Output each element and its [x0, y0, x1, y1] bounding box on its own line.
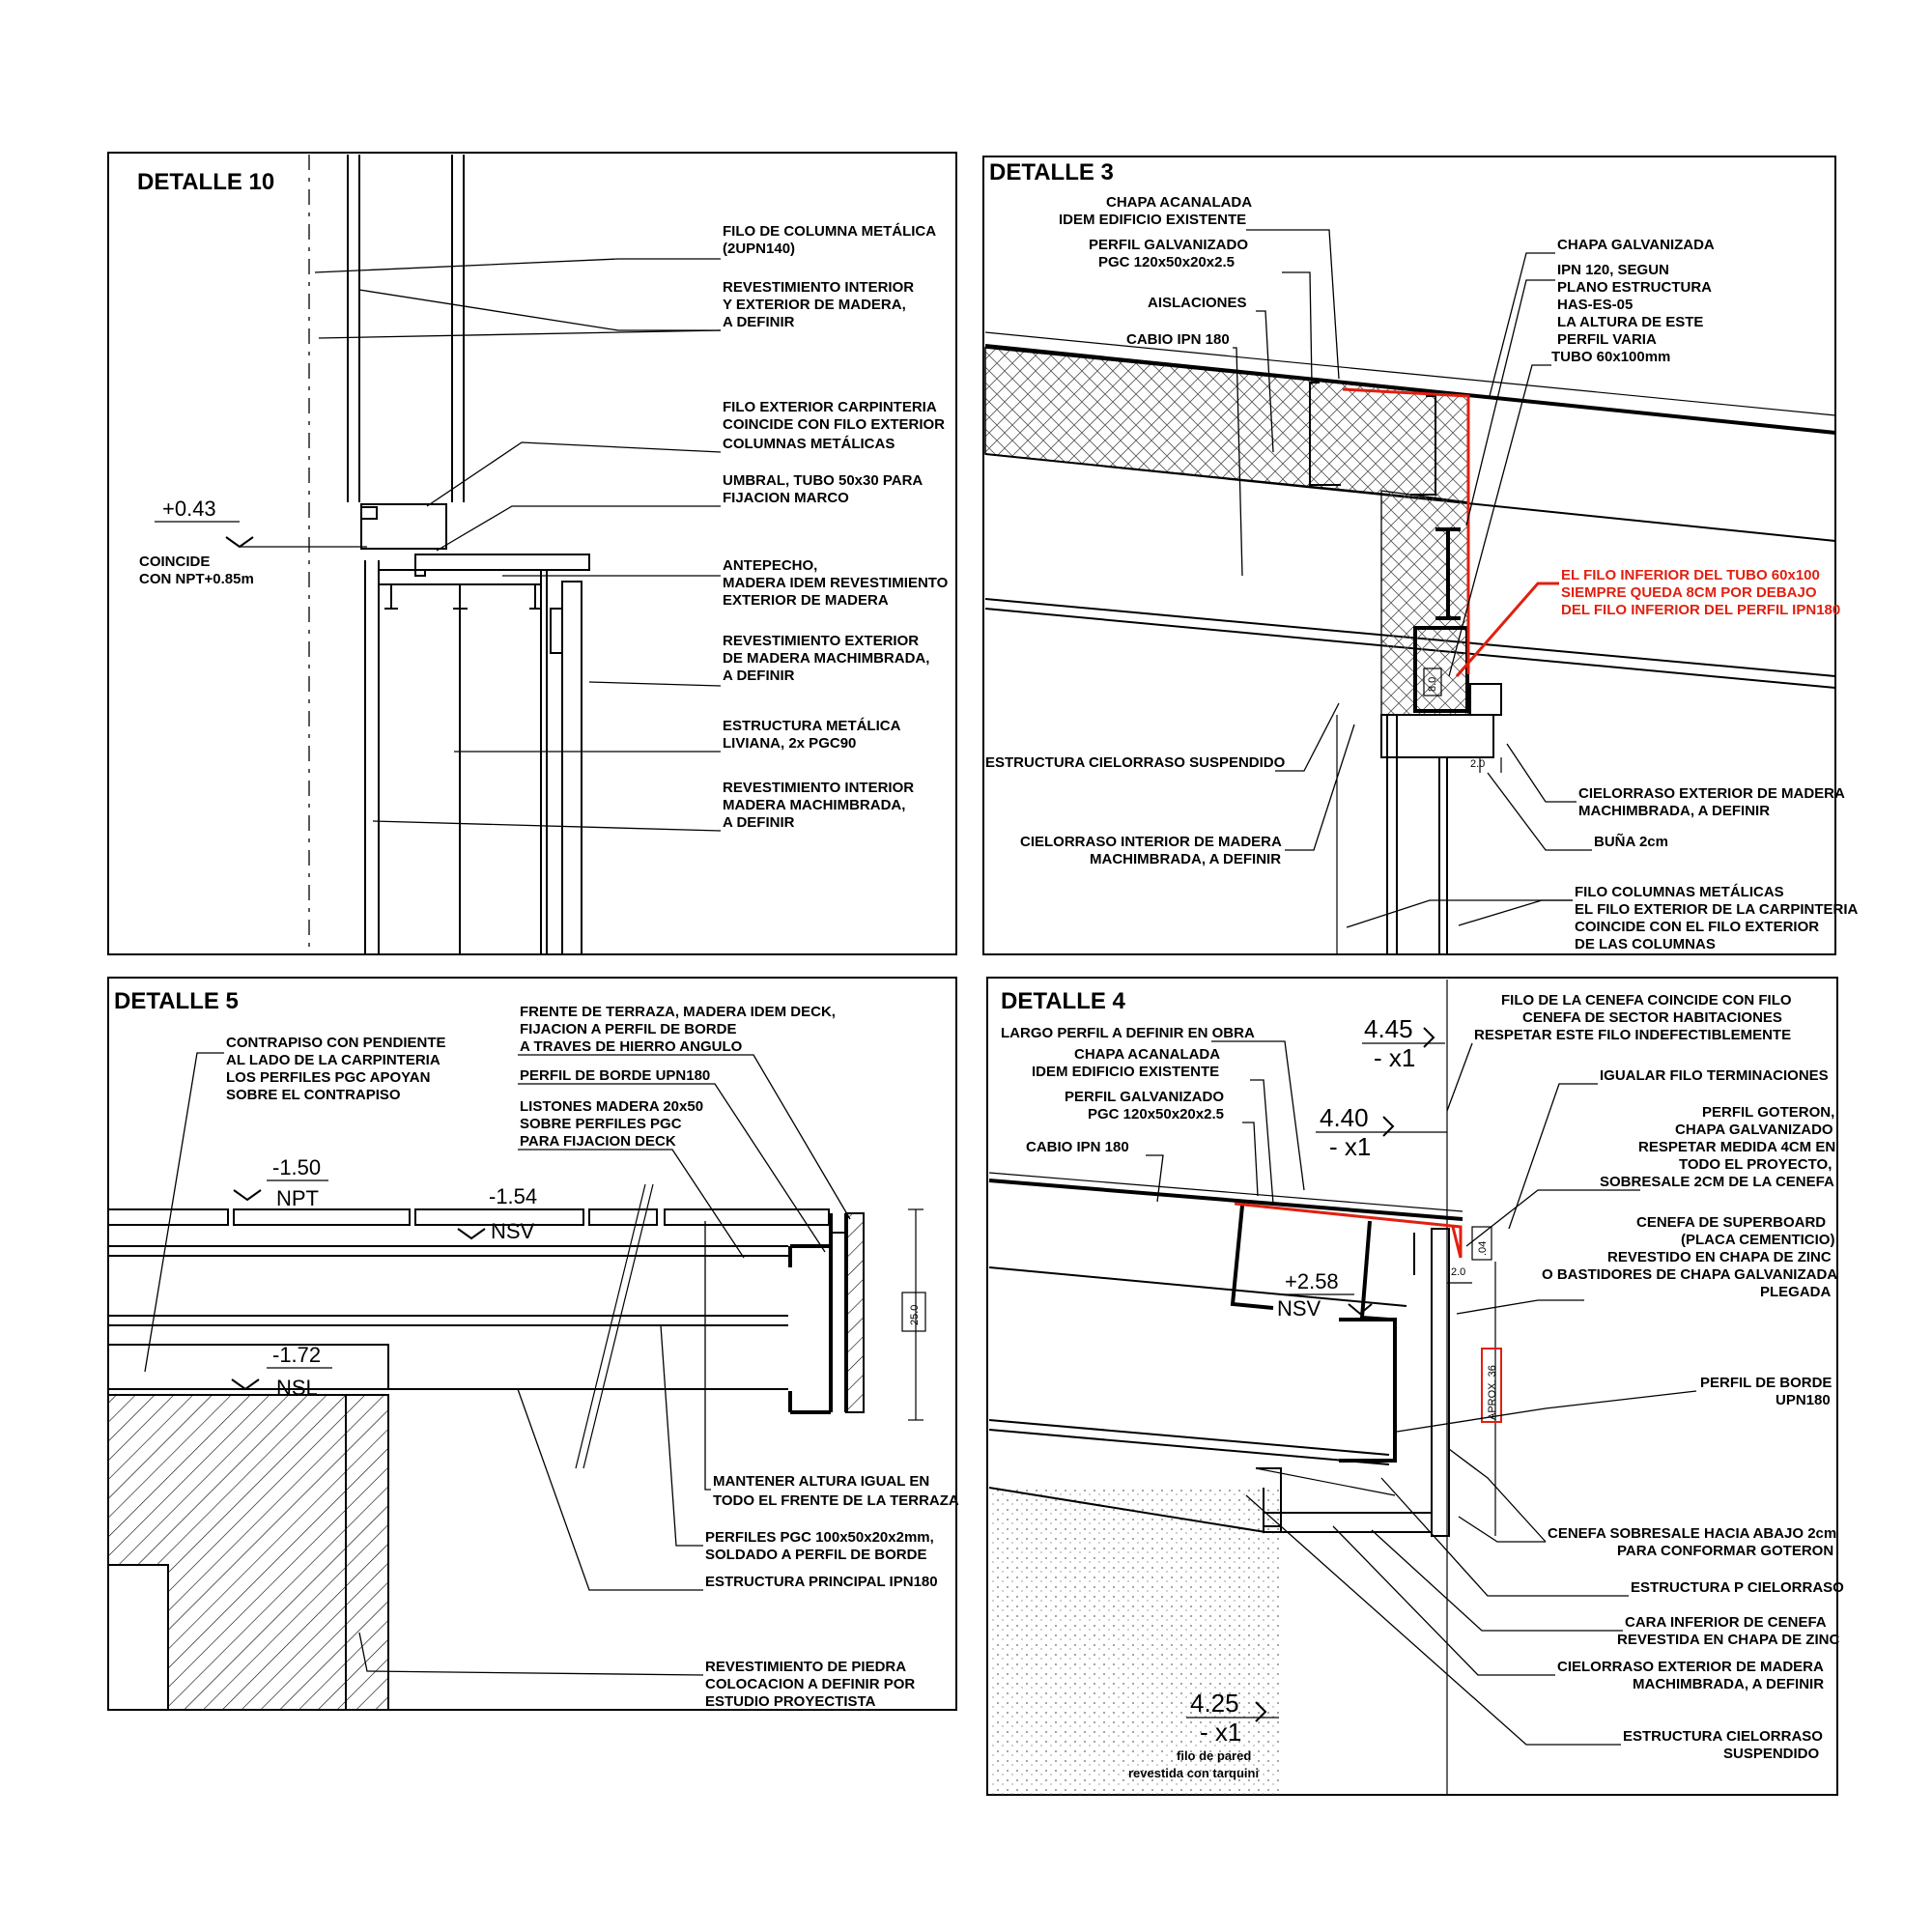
label: MADERA IDEM REVESTIMIENTO	[723, 575, 949, 591]
label: FILO COLUMNAS METÁLICAS	[1575, 884, 1784, 900]
level-note-2: revestida con tarquini	[1128, 1766, 1260, 1780]
dim-approx: APROX. 36	[1487, 1365, 1498, 1420]
label: IDEM EDIFICIO EXISTENTE	[1059, 212, 1247, 228]
label: EL FILO EXTERIOR DE LA CARPINTERIA	[1575, 901, 1859, 918]
level-value: +0.43	[162, 497, 216, 521]
label: IGUALAR FILO TERMINACIONES	[1600, 1067, 1829, 1084]
label: PGC 120x50x20x2.5	[1098, 254, 1235, 270]
label: SOBRE PERFILES PGC	[520, 1116, 682, 1132]
label: A DEFINIR	[723, 668, 795, 684]
label: (PLACA CEMENTICIO)	[1681, 1232, 1835, 1248]
label: UMBRAL, TUBO 50x30 PARA	[723, 472, 923, 489]
annotation-list-right	[1474, 992, 1844, 1762]
level-npt-tag: NPT	[276, 1186, 319, 1210]
label: PLEGADA	[1760, 1284, 1832, 1300]
label: COLUMNAS METÁLICAS	[723, 436, 895, 452]
label: DE MADERA MACHIMBRADA,	[723, 650, 930, 667]
level-sub: - x1	[1200, 1718, 1242, 1747]
label: COINCIDE CON EL FILO EXTERIOR	[1575, 919, 1820, 935]
panel-title: DETALLE 10	[137, 169, 275, 195]
label: PERFIL GALVANIZADO	[1065, 1089, 1224, 1105]
label: (2UPN140)	[723, 241, 796, 257]
level-nsv-tag: NSV	[491, 1219, 535, 1243]
label: COLOCACION A DEFINIR POR	[705, 1676, 916, 1692]
label: PERFIL DE BORDE	[1700, 1375, 1833, 1391]
label: CARA INFERIOR DE CENEFA	[1625, 1614, 1827, 1631]
wall-section-drawing	[309, 155, 589, 954]
red-note: EL FILO INFERIOR DEL TUBO 60x100	[1561, 567, 1820, 583]
label: FILO DE LA CENEFA COINCIDE CON FILO	[1501, 992, 1792, 1009]
label: A DEFINIR	[723, 814, 795, 831]
panel-title: DETALLE 5	[114, 988, 239, 1014]
label: SOLDADO A PERFIL DE BORDE	[705, 1547, 927, 1563]
label: CENEFA DE SUPERBOARD	[1636, 1214, 1827, 1231]
label: PERFIL VARIA	[1557, 331, 1657, 348]
level-markers	[232, 1155, 551, 1400]
label: CHAPA GALVANIZADO	[1675, 1122, 1833, 1138]
label: ESTRUCTURA P CIELORRASO	[1631, 1579, 1844, 1596]
label: REVESTIDA EN CHAPA DE ZINC	[1617, 1632, 1840, 1648]
label: MADERA MACHIMBRADA,	[723, 797, 906, 813]
panel-title: DETALLE 3	[989, 159, 1114, 185]
terrace-section-drawing	[108, 1184, 925, 1710]
level-nsl-value: -1.72	[272, 1343, 322, 1367]
dim-buna: 2.0	[1470, 758, 1486, 770]
label: MACHIMBRADA, A DEFINIR	[1090, 851, 1282, 867]
label: AISLACIONES	[1148, 295, 1247, 311]
label: RESPETAR MEDIDA 4CM EN	[1638, 1139, 1836, 1155]
dim-cenefa: 2.0	[1451, 1266, 1466, 1278]
panel-detalle-4	[987, 978, 1844, 1795]
label: AL LADO DE LA CARPINTERIA	[226, 1052, 440, 1068]
label: ESTRUCTURA CIELORRASO	[1623, 1728, 1823, 1745]
panel-title: DETALLE 4	[1001, 988, 1125, 1014]
label: A TRAVES DE HIERRO ANGULO	[520, 1038, 743, 1055]
label: ESTUDIO PROYECTISTA	[705, 1693, 876, 1710]
label: CIELORRASO INTERIOR DE MADERA	[1020, 834, 1282, 850]
label: LISTONES MADERA 20x50	[520, 1098, 704, 1115]
label: FRENTE DE TERRAZA, MADERA IDEM DECK,	[520, 1004, 836, 1020]
leader-lines	[315, 259, 721, 831]
label: PERFIL GALVANIZADO	[1089, 237, 1248, 253]
label: CENEFA SOBRESALE HACIA ABAJO 2cm	[1548, 1525, 1837, 1542]
label: SOBRESALE 2CM DE LA CENEFA	[1600, 1174, 1834, 1190]
level-note-1: COINCIDE	[139, 554, 211, 570]
label: UPN180	[1776, 1392, 1831, 1408]
annotation-list	[723, 223, 949, 831]
label: REVESTIMIENTO EXTERIOR	[723, 633, 920, 649]
label: FIJACION A PERFIL DE BORDE	[520, 1021, 737, 1037]
label: DE LAS COLUMNAS	[1575, 936, 1716, 952]
level-marker-icon	[232, 1379, 259, 1389]
level-value: +2.58	[1285, 1269, 1339, 1293]
label: LOS PERFILES PGC APOYAN	[226, 1069, 431, 1086]
label: SOBRE EL CONTRAPISO	[226, 1087, 401, 1103]
label: CENEFA DE SECTOR HABITACIONES	[1522, 1009, 1782, 1026]
label: CIELORRASO EXTERIOR DE MADERA	[1578, 785, 1845, 802]
label: PERFILES PGC 100x50x20x2mm,	[705, 1529, 934, 1546]
red-note: SIEMPRE QUEDA 8CM POR DEBAJO	[1561, 584, 1817, 601]
label: ESTRUCTURA METÁLICA	[723, 718, 901, 734]
label: PGC 120x50x20x2.5	[1088, 1106, 1224, 1122]
level-marker-icon	[226, 537, 253, 547]
label: REVESTIDO EN CHAPA DE ZINC	[1607, 1249, 1832, 1265]
label: ANTEPECHO,	[723, 557, 818, 574]
level-sub: - x1	[1329, 1132, 1372, 1161]
label: O BASTIDORES DE CHAPA GALVANIZADA	[1542, 1266, 1838, 1283]
panel-detalle-3	[983, 156, 1859, 954]
level-marker-icon	[234, 1190, 261, 1200]
label: IDEM EDIFICIO EXISTENTE	[1032, 1064, 1220, 1080]
dim-height: 25.0	[909, 1304, 921, 1325]
level-value: 4.45	[1364, 1014, 1413, 1043]
level-note-2: CON NPT+0.85m	[139, 571, 254, 587]
panel-detalle-10	[108, 153, 956, 954]
label: CABIO IPN 180	[1026, 1139, 1129, 1155]
label: COINCIDE CON FILO EXTERIOR	[723, 416, 946, 433]
label: ESTRUCTURA PRINCIPAL IPN180	[705, 1574, 938, 1590]
label: REVESTIMIENTO INTERIOR	[723, 279, 915, 296]
dim-goteron: .04	[1477, 1240, 1489, 1256]
label: LARGO PERFIL A DEFINIR EN OBRA	[1001, 1025, 1255, 1041]
label: PERFIL GOTERON,	[1702, 1104, 1835, 1121]
level-nsv-value: -1.54	[489, 1184, 538, 1208]
level-nsl-tag: NSL	[276, 1376, 318, 1400]
red-note: DEL FILO INFERIOR DEL PERFIL IPN180	[1561, 602, 1841, 618]
label: TODO EL PROYECTO,	[1679, 1156, 1833, 1173]
label: HAS-ES-05	[1557, 297, 1634, 313]
label: FILO DE COLUMNA METÁLICA	[723, 223, 937, 240]
level-marker-icon	[1383, 1117, 1393, 1136]
label: A DEFINIR	[723, 314, 795, 330]
label: REVESTIMIENTO DE PIEDRA	[705, 1659, 907, 1675]
label: PLANO ESTRUCTURA	[1557, 279, 1712, 296]
label: SUSPENDIDO	[1723, 1746, 1820, 1762]
label: IPN 120, SEGUN	[1557, 262, 1669, 278]
label: MANTENER ALTURA IGUAL EN	[713, 1473, 930, 1490]
label: FILO EXTERIOR CARPINTERIA	[723, 399, 937, 415]
level-note-1: filo de pared	[1177, 1748, 1252, 1763]
level-npt-value: -1.50	[272, 1155, 322, 1179]
label: MACHIMBRADA, A DEFINIR	[1578, 803, 1771, 819]
label: BUÑA 2cm	[1594, 834, 1668, 850]
label: CONTRAPISO CON PENDIENTE	[226, 1035, 446, 1051]
label: LA ALTURA DE ESTE	[1557, 314, 1704, 330]
label: TUBO 60x100mm	[1551, 349, 1671, 365]
panel-detalle-5	[108, 978, 959, 1710]
label: ESTRUCTURA CIELORRASO SUSPENDIDO	[985, 754, 1286, 771]
label: TODO EL FRENTE DE LA TERRAZA	[713, 1492, 959, 1509]
label: CHAPA ACANALADA	[1074, 1046, 1221, 1063]
label: LIVIANA, 2x PGC90	[723, 735, 857, 752]
level-sub: NSV	[1277, 1296, 1321, 1321]
label: CHAPA ACANALADA	[1106, 194, 1253, 211]
label: FIJACION MARCO	[723, 490, 849, 506]
dim-tube: 8.0	[1427, 676, 1438, 692]
label: PARA CONFORMAR GOTERON	[1617, 1543, 1834, 1559]
label: EXTERIOR DE MADERA	[723, 592, 889, 609]
label: PERFIL DE BORDE UPN180	[520, 1067, 711, 1084]
label: CIELORRASO EXTERIOR DE MADERA	[1557, 1659, 1824, 1675]
level-sub: - x1	[1374, 1043, 1416, 1072]
level-value: 4.40	[1320, 1103, 1369, 1132]
label: RESPETAR ESTE FILO INDEFECTIBLEMENTE	[1474, 1027, 1792, 1043]
label: CHAPA GALVANIZADA	[1557, 237, 1715, 253]
label: CABIO IPN 180	[1126, 331, 1230, 348]
label: Y EXTERIOR DE MADERA,	[723, 297, 906, 313]
level-marker-icon	[458, 1229, 485, 1238]
annotation-list-left	[1001, 1025, 1255, 1155]
level-value: 4.25	[1190, 1689, 1239, 1718]
level-marker-icon	[1349, 1304, 1372, 1314]
label: REVESTIMIENTO INTERIOR	[723, 780, 915, 796]
label: PARA FIJACION DECK	[520, 1133, 676, 1150]
level-marker-icon	[1424, 1028, 1434, 1047]
label: MACHIMBRADA, A DEFINIR	[1633, 1676, 1825, 1692]
